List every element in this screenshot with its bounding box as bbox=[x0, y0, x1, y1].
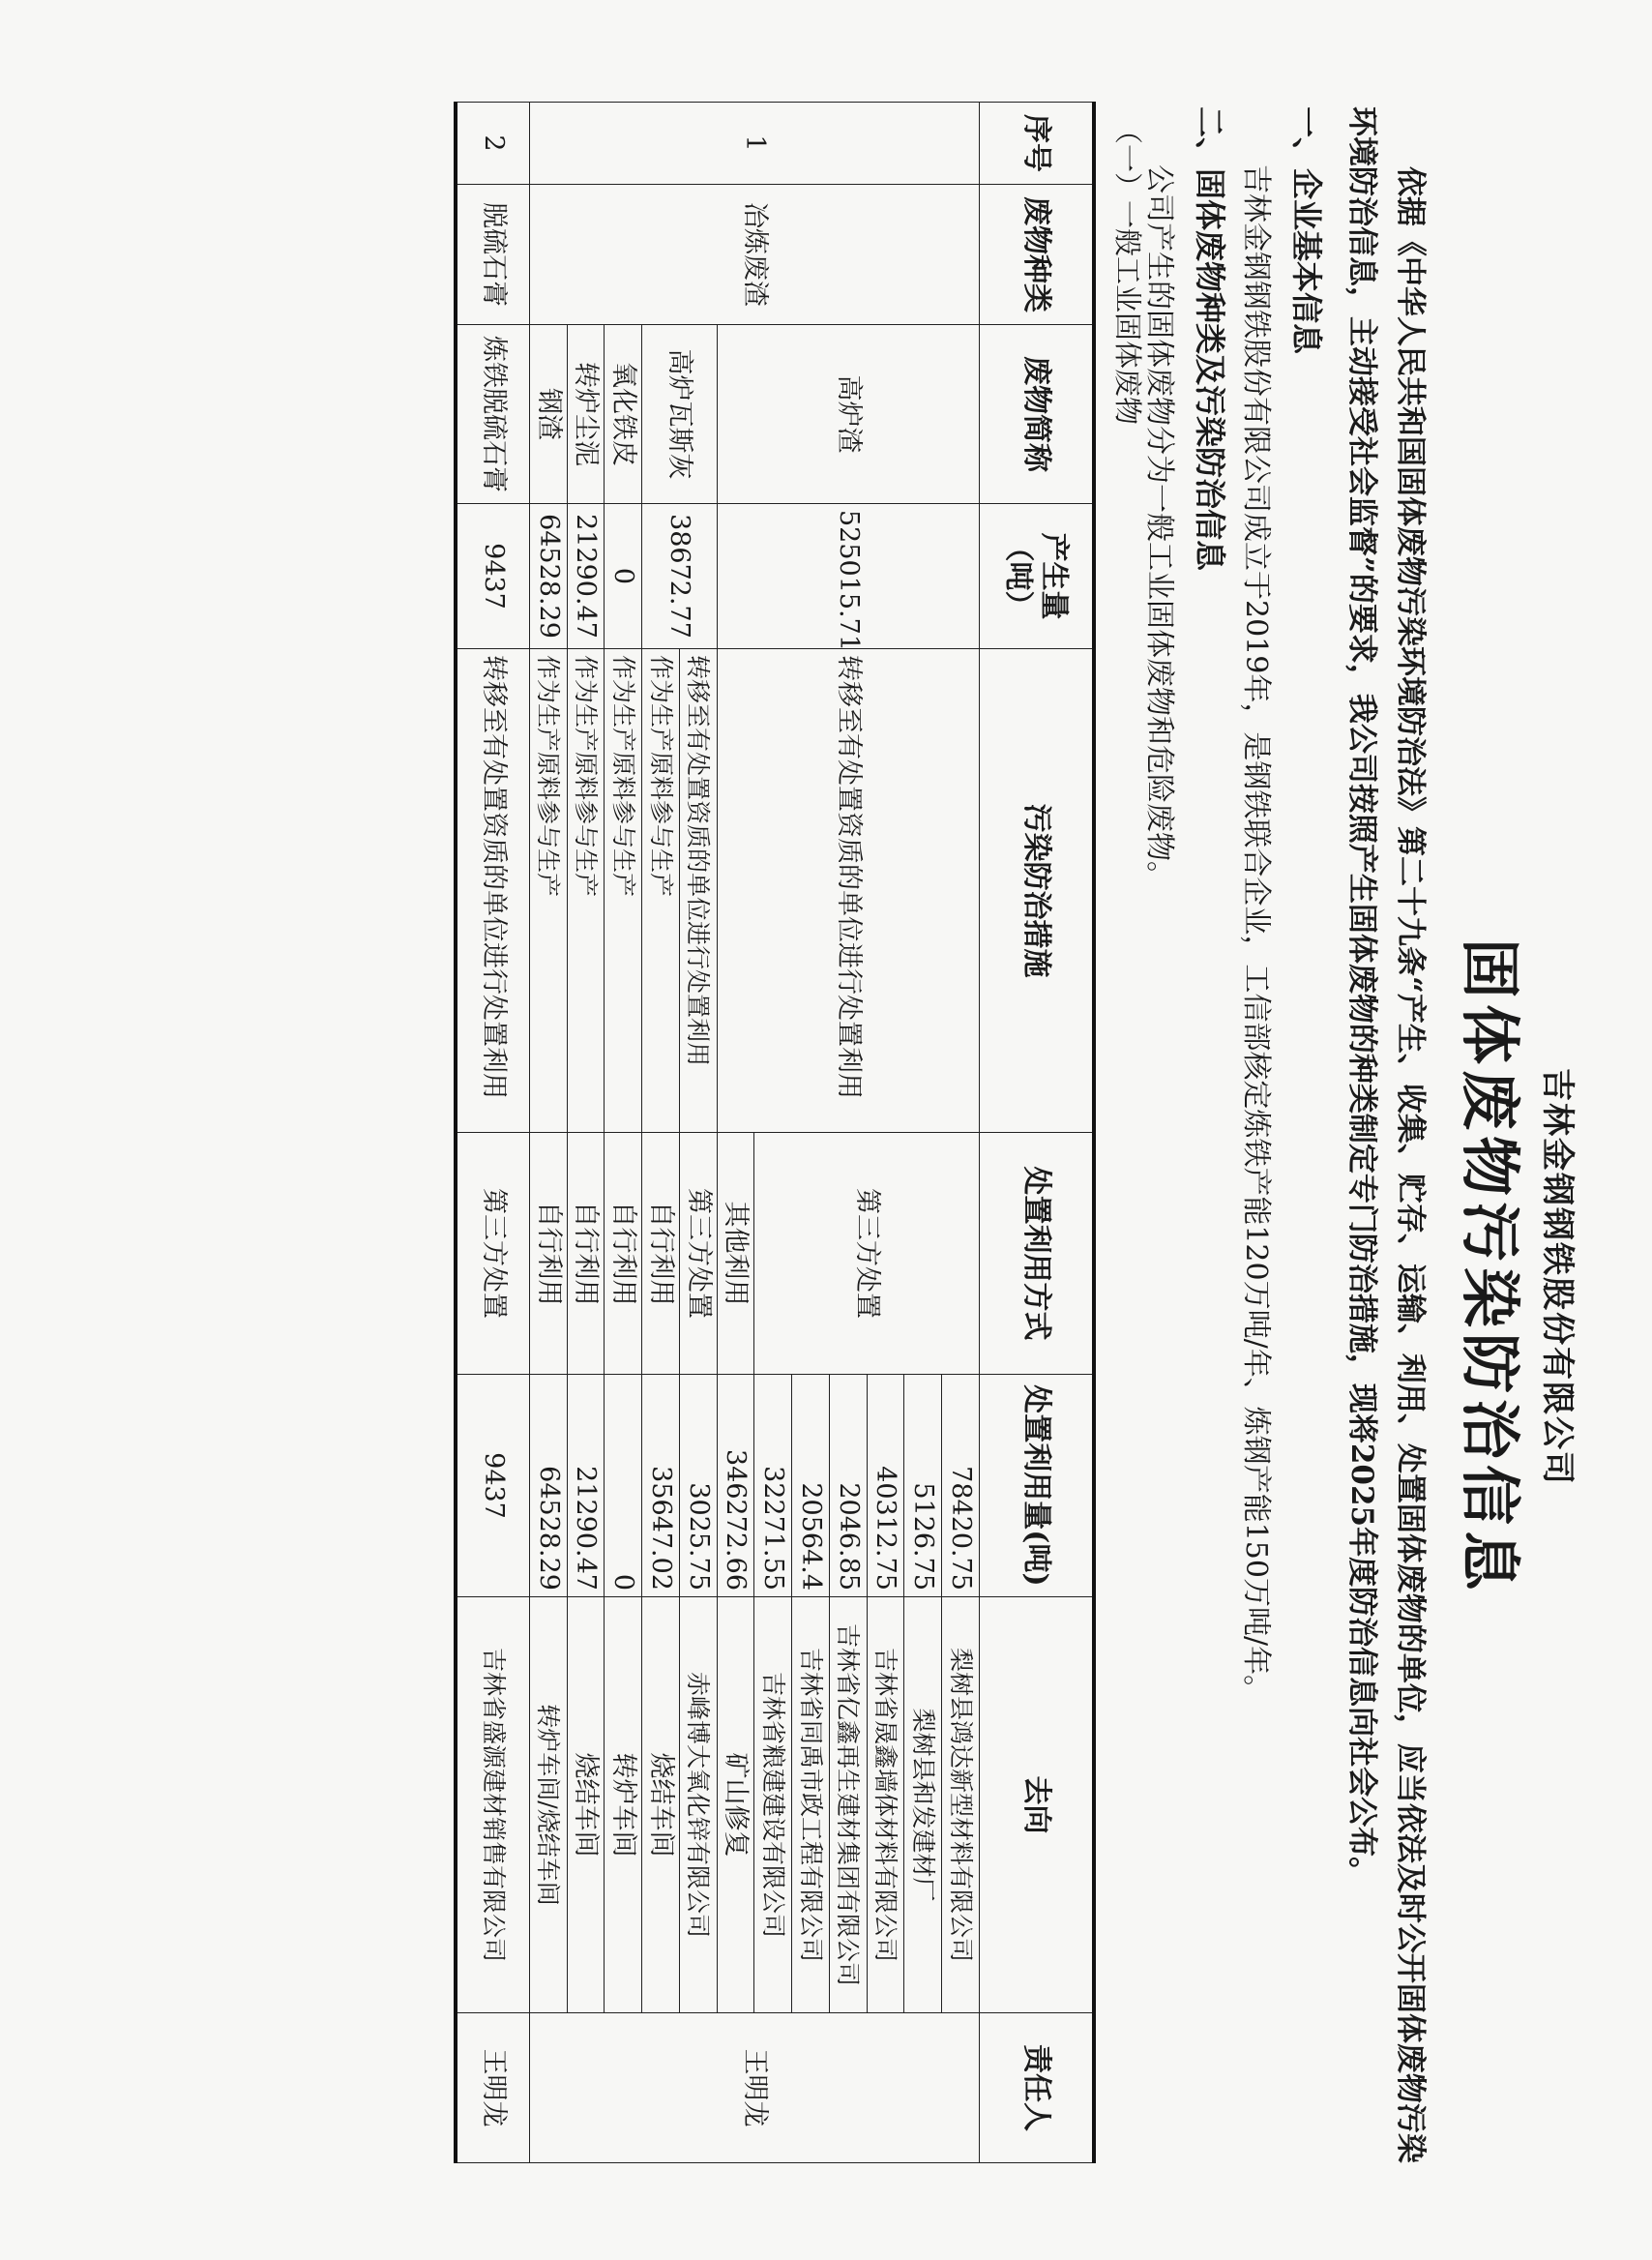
company-name: 吉林金钢钢铁股份有限公司 bbox=[1538, 1068, 1577, 1486]
destination: 梨树县鸿达新型材料有限公司 bbox=[942, 1597, 980, 2013]
waste-amount: 9437 bbox=[456, 504, 530, 649]
destination: 梨树县和发建材厂 bbox=[904, 1597, 942, 2013]
disposal-qty: 9437 bbox=[456, 1375, 530, 1597]
row-no: 1 bbox=[530, 103, 980, 185]
destination: 吉林省同禹市政工程有限公司 bbox=[792, 1597, 830, 2013]
disposal-qty: 2046.85 bbox=[830, 1375, 868, 1597]
destination: 赤峰博大氧化锌有限公司 bbox=[680, 1597, 718, 2013]
disposal-qty: 0 bbox=[605, 1375, 642, 1597]
waste-name: 钢渣 bbox=[530, 325, 568, 504]
table-row bbox=[942, 103, 980, 2163]
responsible-person: 王明龙 bbox=[530, 2013, 980, 2163]
waste-measure: 作为生产原料参与生产 bbox=[530, 649, 568, 1133]
waste-measure: 作为生产原料参与生产 bbox=[605, 649, 642, 1133]
header-amount: 产生量（吨） bbox=[980, 504, 1095, 649]
subsection-general-waste: （一）一般工业固体废物 bbox=[1111, 116, 1144, 426]
disposal-method: 自行利用 bbox=[642, 1133, 680, 1375]
waste-amount: 21290.47 bbox=[567, 504, 605, 649]
header-method: 处置利用方式 bbox=[980, 1133, 1095, 1375]
destination: 矿山修复 bbox=[717, 1597, 754, 2013]
disposal-qty: 5126.75 bbox=[904, 1375, 942, 1597]
waste-measure: 作为生产原料参与生产 bbox=[567, 649, 605, 1133]
disposal-method: 自行利用 bbox=[605, 1133, 642, 1375]
destination: 吉林省亿鑫再生建材集团有限公司 bbox=[830, 1597, 868, 2013]
header-no: 序号 bbox=[980, 103, 1095, 185]
section-heading-basic-info: 一、企业基本信息 bbox=[1288, 106, 1325, 355]
destination: 转炉车间/烧结车间 bbox=[530, 1597, 568, 2013]
row-no: 2 bbox=[456, 103, 530, 185]
header-dest: 去向 bbox=[980, 1597, 1095, 2013]
disposal-method: 第三方处置 bbox=[680, 1133, 718, 1375]
table-header-row bbox=[980, 103, 1095, 2163]
destination: 吉林省盛源建材销售有限公司 bbox=[456, 1597, 530, 2013]
destination: 烧结车间 bbox=[642, 1597, 680, 2013]
destination: 吉林省粮建建设有限公司 bbox=[754, 1597, 792, 2013]
basic-info-text: 吉林金钢钢铁股份有限公司成立于2019年，是钢铁联合企业，工信部核定炼铁产能120万吨/年、炼钢产能150万吨/年。 bbox=[1239, 164, 1273, 1705]
header-qty: 处置利用量(吨) bbox=[980, 1375, 1095, 1597]
disposal-qty: 78420.75 bbox=[942, 1375, 980, 1597]
waste-measure: 转移至有处置资质的单位进行处置利用 bbox=[680, 649, 718, 1133]
page-title: 固体废物污染防治信息 bbox=[1455, 937, 1525, 1596]
responsible-person: 王明龙 bbox=[456, 2013, 530, 2163]
waste-name: 炼铁脱硫石膏 bbox=[456, 325, 530, 504]
waste-amount: 38672.77 bbox=[642, 504, 718, 649]
header-name: 废物简称 bbox=[980, 325, 1095, 504]
header-measure: 污染防治措施 bbox=[980, 649, 1095, 1133]
solid-waste-text: 公司产生的固体废物分为一般工业固体废物和危险废物。 bbox=[1142, 164, 1176, 890]
disposal-method: 其他利用 bbox=[717, 1133, 754, 1375]
disposal-qty: 64528.29 bbox=[530, 1375, 568, 1597]
row-category: 脱硫石膏 bbox=[456, 185, 530, 325]
disposal-qty: 20564.4 bbox=[792, 1375, 830, 1597]
disposal-qty: 3025.75 bbox=[680, 1375, 718, 1597]
table-row bbox=[680, 103, 718, 2163]
waste-amount: 525015.71 bbox=[717, 504, 979, 649]
waste-measure: 转移至有处置资质的单位进行处置利用 bbox=[717, 649, 979, 1133]
section-heading-solid-waste: 二、固体废物种类及污染防治信息 bbox=[1192, 106, 1228, 572]
destination: 吉林省晟鑫墙体材料有限公司 bbox=[867, 1597, 904, 2013]
waste-measure: 作为生产原料参与生产 bbox=[642, 649, 680, 1133]
table-row bbox=[567, 103, 605, 2163]
waste-name: 高炉瓦斯灰 bbox=[642, 325, 718, 504]
disposal-method: 自行利用 bbox=[530, 1133, 568, 1375]
header-person: 责任人 bbox=[980, 2013, 1095, 2163]
destination: 烧结车间 bbox=[567, 1597, 605, 2013]
waste-name: 氧化铁皮 bbox=[605, 325, 642, 504]
destination: 转炉车间 bbox=[605, 1597, 642, 2013]
waste-amount: 0 bbox=[605, 504, 642, 649]
table-row bbox=[530, 103, 568, 2163]
waste-table bbox=[454, 102, 1096, 2163]
table-row bbox=[605, 103, 642, 2163]
disposal-method: 自行利用 bbox=[567, 1133, 605, 1375]
intro-paragraph: 依据《中华人民共和国固体废物污染环境防治法》第二十九条“产生、收集、贮存、运输、利用、处置固体废物的单位，应当依法及时公开固体废物污染环境防治信息，主动接受社会监督”的要求，我公司按照产生固体废物的种类制定专门防治措施，现将2025年度防治信息向社会公布。 bbox=[1344, 106, 1428, 2163]
row-category: 冶炼废渣 bbox=[530, 185, 980, 325]
disposal-qty: 21290.47 bbox=[567, 1375, 605, 1597]
disposal-qty: 32271.55 bbox=[754, 1375, 792, 1597]
disposal-qty: 40312.75 bbox=[867, 1375, 904, 1597]
waste-measure: 转移至有处置资质的单位进行处置利用 bbox=[456, 649, 530, 1133]
disposal-qty: 35647.02 bbox=[642, 1375, 680, 1597]
header-category: 废物种类 bbox=[980, 185, 1095, 325]
disposal-qty: 346272.66 bbox=[717, 1375, 754, 1597]
waste-amount: 64528.29 bbox=[530, 504, 568, 649]
waste-name: 高炉渣 bbox=[717, 325, 979, 504]
waste-name: 转炉尘泥 bbox=[567, 325, 605, 504]
disposal-method: 第三方处置 bbox=[754, 1133, 980, 1375]
table-row bbox=[456, 103, 530, 2163]
disposal-method: 第三方处置 bbox=[456, 1133, 530, 1375]
